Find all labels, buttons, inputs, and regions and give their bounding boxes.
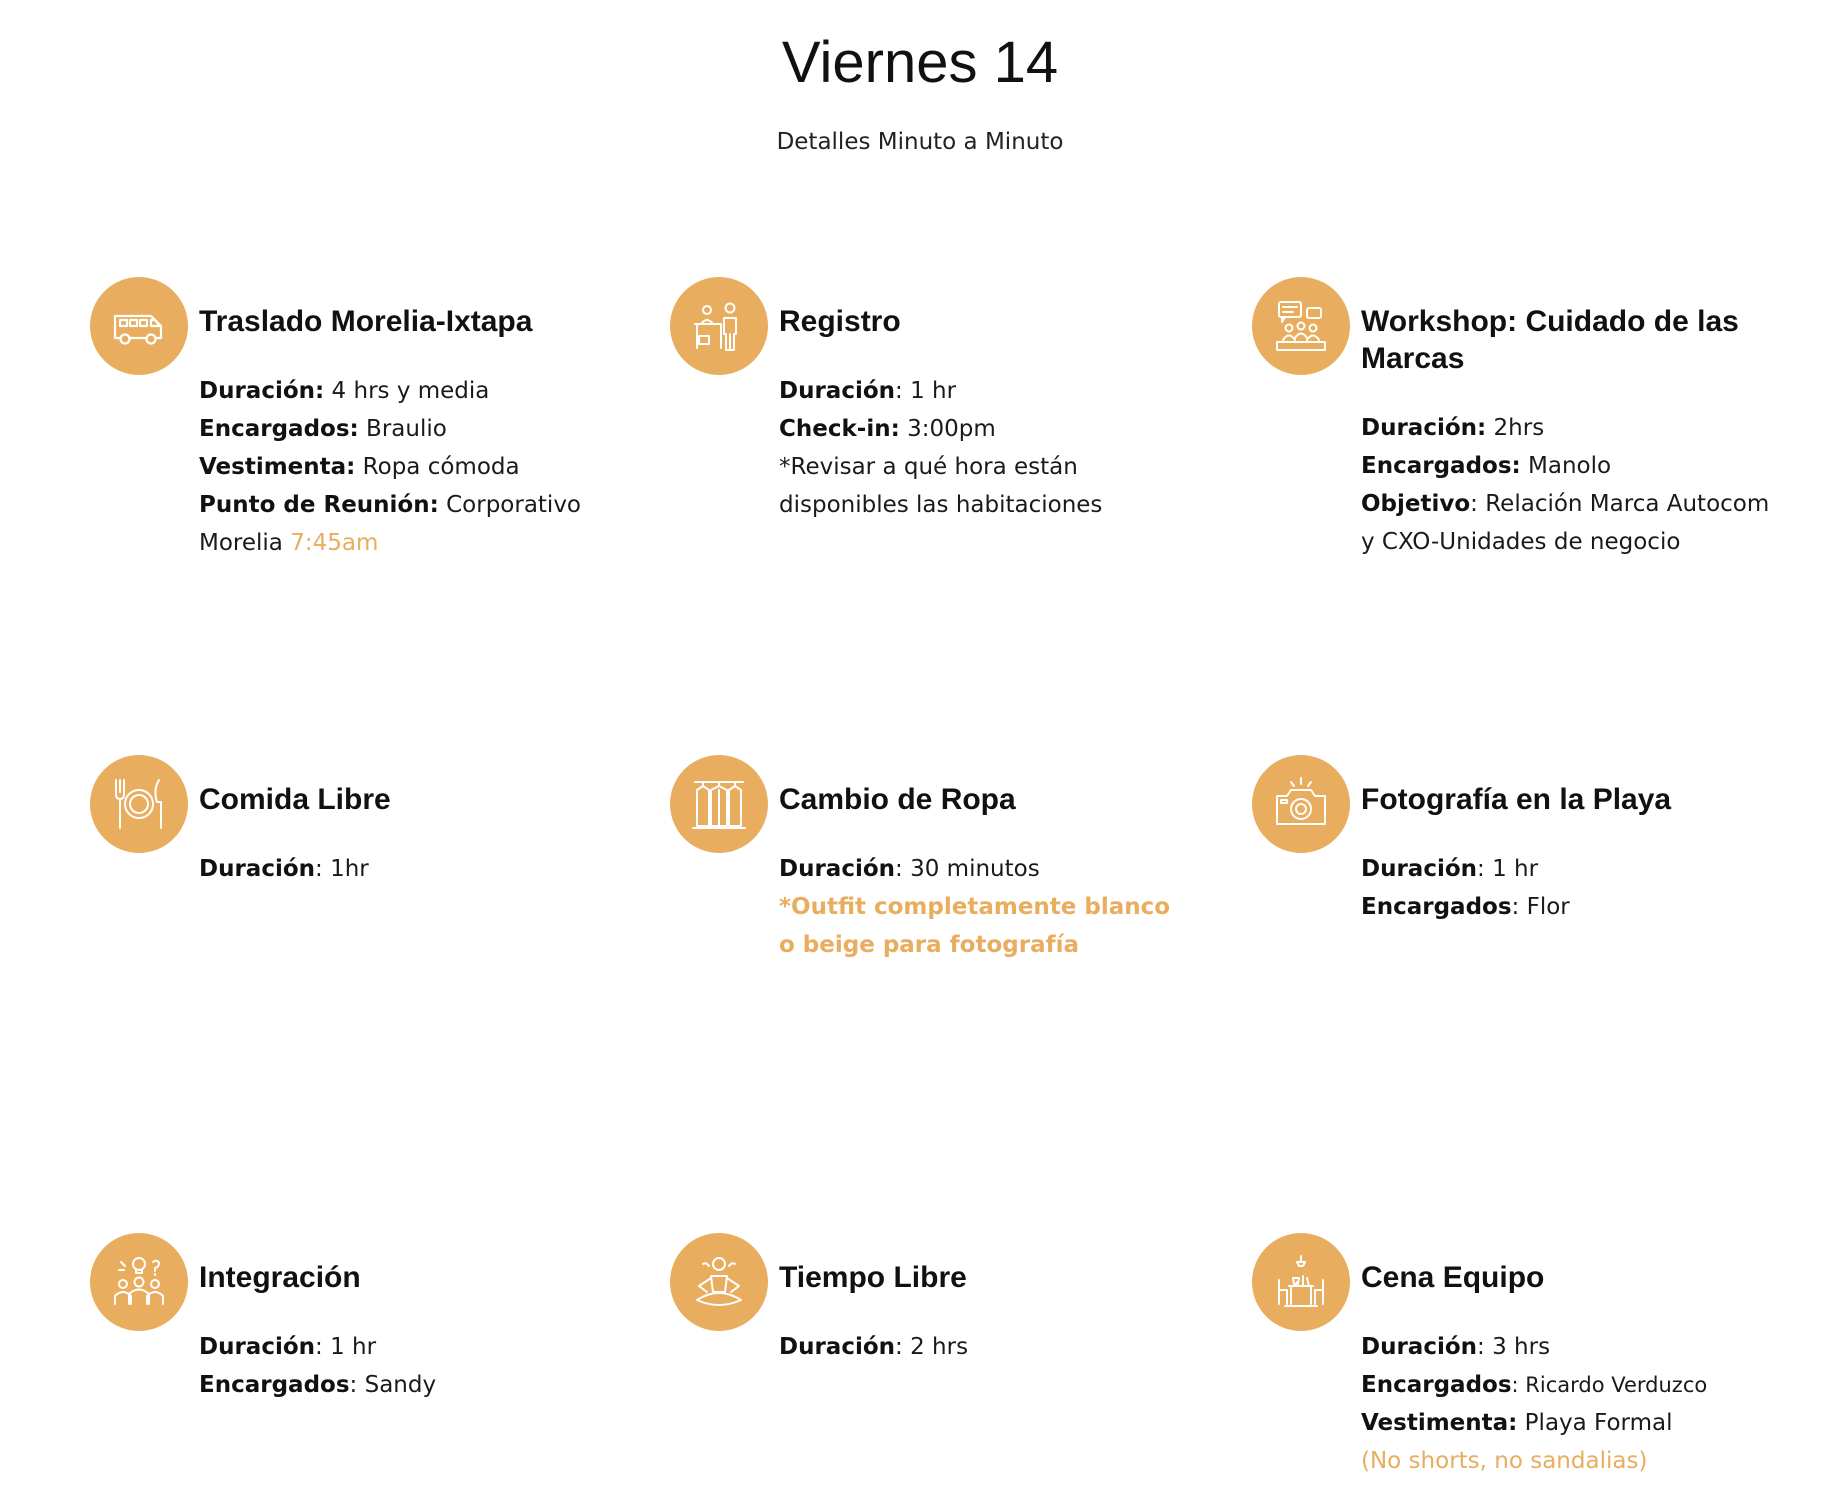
managers-label: Encargados xyxy=(1361,1372,1512,1398)
managers-label: Encargados: xyxy=(1361,453,1521,479)
meeting-point-label: Punto de Reunión: xyxy=(199,492,439,518)
card-title: Cambio de Ropa xyxy=(779,783,1016,816)
card-title: Workshop: Cuidado de las Marcas xyxy=(1361,305,1739,375)
card-title: Fotografía en la Playa xyxy=(1361,783,1672,816)
card-title: Integración xyxy=(199,1261,361,1294)
outfit-note: *Outfit completamente blanco o beige para fotografía xyxy=(779,894,1171,958)
van-icon xyxy=(90,277,188,375)
card-details xyxy=(1361,1328,1771,1480)
objective-value: : Relación Marca Autocom y CXO-Unidades de negocio xyxy=(1361,491,1770,555)
managers-label: Encargados xyxy=(199,1372,350,1398)
duration-value: : 1 hr xyxy=(895,378,957,404)
duration-label: Duración xyxy=(1361,1334,1478,1360)
workshop-meeting-icon xyxy=(1252,277,1350,375)
card-details xyxy=(1361,850,1771,926)
duration-label: Duración: xyxy=(199,378,325,404)
duration-value: : 3 hrs xyxy=(1477,1334,1551,1360)
managers-value: Manolo xyxy=(1520,453,1612,479)
duration-label: Duración xyxy=(199,856,316,882)
duration-label: Duración xyxy=(779,1334,896,1360)
team-ideas-icon xyxy=(90,1233,188,1331)
card-details xyxy=(199,372,609,562)
clothes-rack-icon xyxy=(670,755,768,853)
duration-label: Duración xyxy=(1361,856,1478,882)
dress-code-note: (No shorts, no sandalias) xyxy=(1361,1448,1648,1474)
dress-code-label: Vestimenta: xyxy=(199,454,356,480)
duration-label: Duración xyxy=(779,856,896,882)
card-title: Cena Equipo xyxy=(1361,1261,1545,1294)
managers-label: Encargados xyxy=(1361,894,1512,920)
duration-label: Duración xyxy=(199,1334,316,1360)
duration-value: : 1 hr xyxy=(1477,856,1539,882)
dress-code-value: Playa Formal xyxy=(1517,1410,1673,1436)
objective-label: Objetivo xyxy=(1361,491,1471,517)
meditation-icon xyxy=(670,1233,768,1331)
card-title: Traslado Morelia-Ixtapa xyxy=(199,305,533,338)
duration-value: : 1hr xyxy=(315,856,369,882)
card-title: Comida Libre xyxy=(199,783,391,816)
meeting-point-value: Corporativo Morelia xyxy=(199,492,582,556)
managers-label: Encargados: xyxy=(199,416,359,442)
checkin-label: Check-in: xyxy=(779,416,900,442)
dress-code-value: Ropa cómoda xyxy=(355,454,520,480)
managers-value: : Sandy xyxy=(349,1372,437,1398)
duration-value: : 2 hrs xyxy=(895,1334,969,1360)
duration-label: Duración: xyxy=(1361,415,1487,441)
card-title: Registro xyxy=(779,305,901,338)
card-details xyxy=(779,1328,1189,1366)
dress-code-label: Vestimenta: xyxy=(1361,1410,1518,1436)
page-title: Viernes 14 xyxy=(781,30,1059,95)
duration-value: : 1 hr xyxy=(315,1334,377,1360)
duration-label: Duración xyxy=(779,378,896,404)
card-details xyxy=(779,850,1189,964)
page-subtitle: Detalles Minuto a Minuto xyxy=(776,129,1064,155)
camera-icon xyxy=(1252,755,1350,853)
dinner-table-icon xyxy=(1252,1233,1350,1331)
plate-cutlery-icon xyxy=(90,755,188,853)
card-details xyxy=(779,372,1189,524)
card-details xyxy=(199,1328,609,1404)
duration-value: 4 hrs y media xyxy=(324,378,490,404)
card-title: Tiempo Libre xyxy=(779,1261,967,1294)
managers-value: : Ricardo Verduzco xyxy=(1511,1373,1708,1397)
rooms-note: *Revisar a qué hora están disponibles las habitaciones xyxy=(779,454,1103,518)
duration-value: 2hrs xyxy=(1486,415,1545,441)
card-details xyxy=(199,850,609,888)
checkin-value: 3:00pm xyxy=(899,416,996,442)
managers-value: : Flor xyxy=(1511,894,1570,920)
reception-desk-icon xyxy=(670,277,768,375)
duration-value: : 30 minutos xyxy=(895,856,1040,882)
meeting-time: 7:45am xyxy=(290,530,379,556)
card-details xyxy=(1361,409,1771,561)
managers-value: Braulio xyxy=(358,416,447,442)
